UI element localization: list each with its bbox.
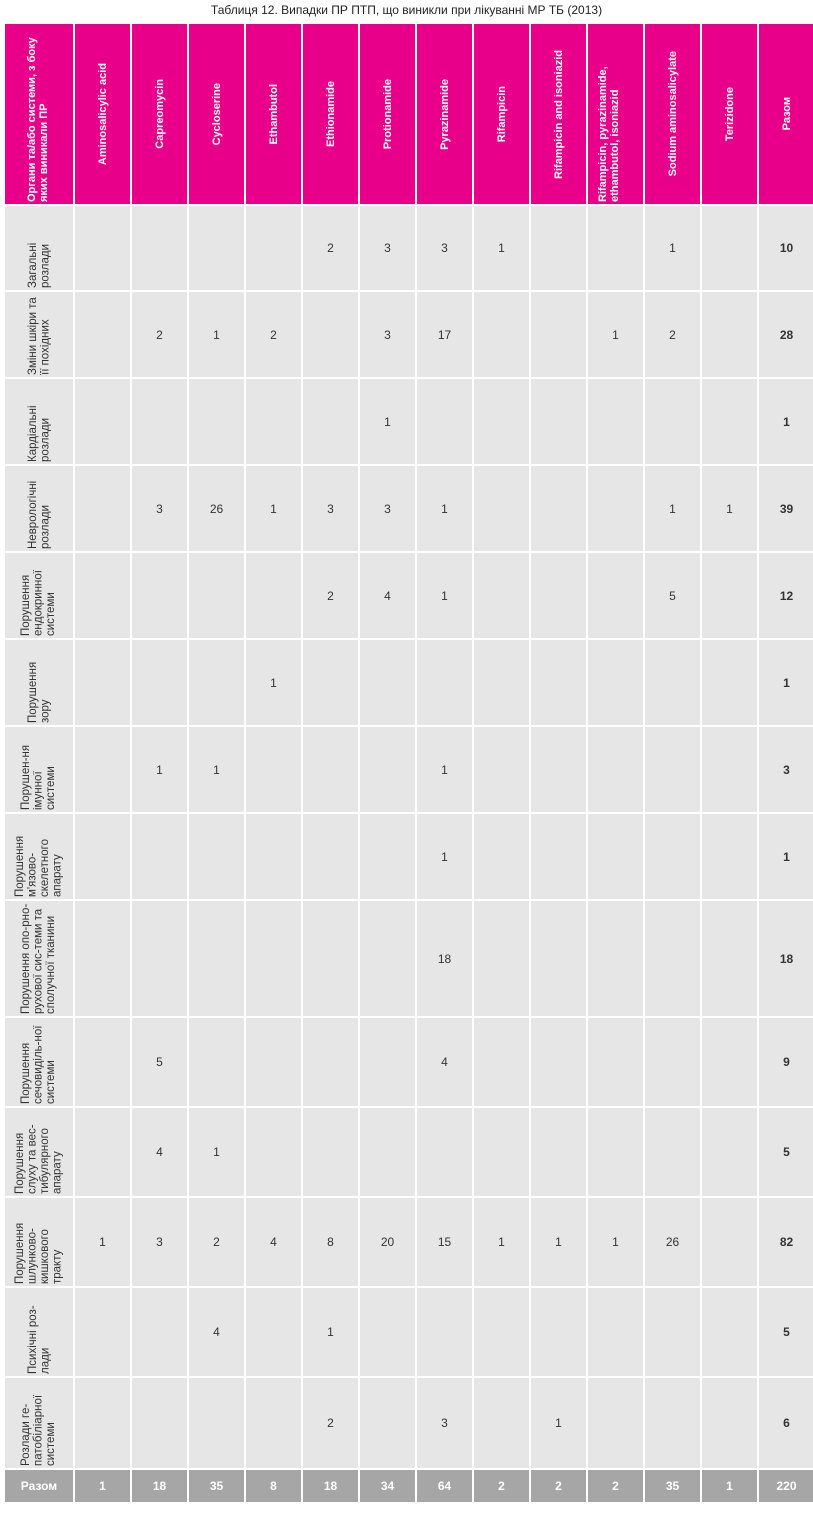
data-cell [246,553,301,638]
data-cell: 3 [303,466,358,551]
data-cell [702,1108,757,1196]
data-cell [702,206,757,290]
row-total-cell: 1 [759,640,813,725]
data-cell [303,640,358,725]
data-cell [588,901,643,1016]
column-total-cell: 2 [531,1470,586,1502]
data-cell [645,727,700,812]
row-total-cell: 39 [759,466,813,551]
row-header [5,901,73,1016]
data-cell [75,1108,130,1196]
data-cell [474,814,529,899]
data-cell: 4 [132,1108,187,1196]
header-row [5,24,813,204]
column-header-drug [474,24,529,204]
column-total-cell: 2 [474,1470,529,1502]
data-cell [75,640,130,725]
data-cell: 1 [189,1108,244,1196]
data-cell: 1 [645,206,700,290]
data-cell: 4 [246,1198,301,1286]
row-header [5,814,73,899]
row-header-label: Порушення опо-рно-рухової сис-теми та сполучної тканини [20,903,58,1014]
data-cell [645,1288,700,1376]
data-cell [303,292,358,377]
row-header [5,1018,73,1106]
column-header-label: Органи та/або системи, з боку яких виникали ПР [26,37,50,202]
data-cell [531,292,586,377]
table-row [5,466,813,551]
data-cell [702,1018,757,1106]
data-cell: 3 [132,466,187,551]
data-cell [702,379,757,464]
column-header-label: Ethambutol [267,83,280,145]
total-row [5,1470,813,1502]
data-cell [645,379,700,464]
data-cell: 1 [189,727,244,812]
column-header-label: Terizidone [723,86,736,142]
column-header-drug [75,24,130,204]
row-header [5,1198,73,1286]
row-header [5,1288,73,1376]
data-cell [474,727,529,812]
column-total-cell: 64 [417,1470,472,1502]
table-row [5,901,813,1016]
column-header-drug [645,24,700,204]
row-header [5,553,73,638]
table-title: Таблиця 12. Випадки ПР ПТП, що виникли при лікуванні МР ТБ (2013) [210,3,603,17]
data-cell [189,1018,244,1106]
row-header [5,292,73,377]
data-cell [531,379,586,464]
column-total-cell: 1 [75,1470,130,1502]
data-cell [189,206,244,290]
data-cell [132,553,187,638]
column-header-drug [531,24,586,204]
data-cell: 3 [360,466,415,551]
row-header [5,1108,73,1196]
data-cell: 18 [417,901,472,1016]
data-cell [531,814,586,899]
row-header-label: Порушення м'язово-скелетного апарату [14,835,64,897]
column-total-cell: 35 [645,1470,700,1502]
data-cell [246,206,301,290]
column-header-drug [132,24,187,204]
data-cell: 3 [132,1198,187,1286]
row-header-label: Порушення ендокринної системи [20,570,58,636]
table-row [5,640,813,725]
row-header [5,206,73,290]
data-cell [417,640,472,725]
column-total-cell: 18 [132,1470,187,1502]
data-cell [702,553,757,638]
data-cell [702,1288,757,1376]
data-cell [531,901,586,1016]
column-total-cell: 8 [246,1470,301,1502]
data-cell: 1 [132,727,187,812]
data-cell [645,640,700,725]
data-cell: 1 [474,206,529,290]
data-cell [531,727,586,812]
data-cell [360,1108,415,1196]
data-cell [474,901,529,1016]
data-cell [75,814,130,899]
data-cell [588,814,643,899]
data-cell [474,1108,529,1196]
data-cell: 1 [531,1198,586,1286]
data-cell [303,379,358,464]
data-cell [360,1378,415,1468]
data-cell: 5 [645,553,700,638]
row-header-label: Порушення шлунково-кишкового тракту [14,1222,64,1284]
column-header-drug [417,24,472,204]
data-cell [645,814,700,899]
data-cell [474,1288,529,1376]
data-cell [75,1018,130,1106]
data-cell [75,553,130,638]
data-cell [474,1378,529,1468]
data-cell [360,1018,415,1106]
data-cell [588,206,643,290]
data-cell [702,727,757,812]
data-cell: 3 [417,206,472,290]
column-header-drug [303,24,358,204]
data-cell [531,1018,586,1106]
data-cell: 1 [246,640,301,725]
data-cell: 3 [360,292,415,377]
data-cell [246,1108,301,1196]
table-row [5,553,813,638]
data-cell [702,640,757,725]
data-cell [531,553,586,638]
data-cell [75,466,130,551]
data-cell: 1 [417,466,472,551]
data-cell [360,640,415,725]
data-cell: 8 [303,1198,358,1286]
row-total-cell: 1 [759,814,813,899]
data-cell: 2 [303,1378,358,1468]
data-cell [75,1288,130,1376]
data-cell [474,1018,529,1106]
row-header [5,1378,73,1468]
column-header-drug [702,24,757,204]
data-cell: 26 [645,1198,700,1286]
data-cell: 2 [246,292,301,377]
data-cell: 1 [645,466,700,551]
data-cell [303,814,358,899]
data-cell [246,814,301,899]
column-header-drug [360,24,415,204]
row-header-label: Розлади ге-патобіліарної системи [20,1394,58,1466]
row-header-label: Зміни шкіри та її похідних [26,297,51,375]
column-header-label: Protionamide [381,78,394,150]
row-total-cell: 1 [759,379,813,464]
row-header-label: Порушення слуху та вес-тибулярного апарату [14,1124,64,1194]
data-cell [246,1288,301,1376]
row-header-label: Неврологічні розлади [26,480,51,549]
column-header-label: Pyrazinamide [438,78,451,150]
data-cell: 1 [75,1198,130,1286]
data-cell [588,1378,643,1468]
column-total-cell: 18 [303,1470,358,1502]
data-cell [303,901,358,1016]
column-header-label: Rifampicin and isoniazid [552,49,565,179]
data-cell: 2 [189,1198,244,1286]
data-cell [189,553,244,638]
table-row [5,1198,813,1286]
row-total-cell: 9 [759,1018,813,1106]
data-cell: 1 [189,292,244,377]
data-cell: 1 [588,292,643,377]
row-header-label: Кардіальні розлади [26,405,51,462]
data-cell [132,1288,187,1376]
data-cell [189,1378,244,1468]
total-row-label: Разом [5,1470,73,1502]
row-total-cell: 10 [759,206,813,290]
data-cell [189,640,244,725]
data-cell [531,206,586,290]
data-cell: 1 [531,1378,586,1468]
data-cell: 1 [588,1198,643,1286]
data-cell [645,901,700,1016]
row-header [5,727,73,812]
data-cell [132,901,187,1016]
table-row [5,1108,813,1196]
data-cell [75,1378,130,1468]
data-cell [246,901,301,1016]
data-cell: 4 [417,1018,472,1106]
table-row [5,292,813,377]
data-cell [303,1018,358,1106]
data-cell: 2 [645,292,700,377]
data-cell: 1 [360,379,415,464]
data-cell [588,1108,643,1196]
table-row [5,814,813,899]
data-cell [588,466,643,551]
data-cell [246,727,301,812]
grand-total-cell: 220 [759,1470,813,1502]
table-row [5,1378,813,1468]
data-cell [645,1378,700,1468]
data-cell [531,1288,586,1376]
column-header-drug [189,24,244,204]
column-header-label: Разом [780,97,793,131]
data-cell [303,727,358,812]
table-row [5,1018,813,1106]
row-total-cell: 3 [759,727,813,812]
data-cell: 20 [360,1198,415,1286]
data-cell [75,206,130,290]
column-header-label: Cycloserine [210,82,223,146]
row-header-label: Порушення зору [26,661,51,723]
column-total-cell: 34 [360,1470,415,1502]
column-header-label: Rifampicin, pyrazinamide, ethambutol, isoniazid [596,66,621,202]
data-cell [132,814,187,899]
data-cell [702,1378,757,1468]
data-cell [132,379,187,464]
data-cell: 1 [474,1198,529,1286]
data-cell: 26 [189,466,244,551]
data-cell [246,1378,301,1468]
data-cell [588,1288,643,1376]
data-cell [588,553,643,638]
data-cell: 3 [360,206,415,290]
data-cell [645,1108,700,1196]
table-row [5,1288,813,1376]
data-cell [132,640,187,725]
data-cell [189,814,244,899]
table-body [5,206,813,1468]
data-cell [417,379,472,464]
data-cell [75,292,130,377]
data-cell [474,640,529,725]
data-cell [246,1018,301,1106]
data-cell: 3 [417,1378,472,1468]
data-cell [588,727,643,812]
data-cell [132,1378,187,1468]
row-header [5,640,73,725]
data-cell [588,379,643,464]
table-row [5,727,813,812]
data-cell: 4 [189,1288,244,1376]
column-total-cell: 2 [588,1470,643,1502]
row-total-cell: 18 [759,901,813,1016]
data-cell: 1 [303,1288,358,1376]
row-header-label: Загальні розлади [26,242,51,288]
column-total-cell: 1 [702,1470,757,1502]
data-cell [531,640,586,725]
data-cell [360,727,415,812]
data-cell [531,466,586,551]
row-total-cell: 5 [759,1108,813,1196]
data-cell: 1 [246,466,301,551]
column-header-label: Aminosalicylic acid [96,62,109,166]
column-header-drug [246,24,301,204]
adverse-reactions-table [3,22,813,1504]
data-cell [702,901,757,1016]
row-header-label: Порушення сечовиділь-ної системи [20,1025,58,1104]
data-cell [702,814,757,899]
data-cell [588,640,643,725]
data-cell [75,901,130,1016]
table-row [5,379,813,464]
row-total-cell: 6 [759,1378,813,1468]
data-cell [303,1108,358,1196]
data-cell [360,814,415,899]
row-total-cell: 82 [759,1198,813,1286]
column-header-label: Capreomycin [153,79,166,149]
data-cell [474,553,529,638]
row-total-cell: 5 [759,1288,813,1376]
column-header-label: Sodium aminosalicylate [666,51,679,177]
data-cell [588,1018,643,1106]
data-cell [75,379,130,464]
column-header-organ-system [5,24,73,204]
data-cell [189,901,244,1016]
data-cell [474,379,529,464]
row-header [5,379,73,464]
column-header-label: Rifampicin [495,85,508,143]
data-cell: 17 [417,292,472,377]
data-cell: 1 [417,553,472,638]
data-cell [474,466,529,551]
row-total-cell: 12 [759,553,813,638]
data-cell: 2 [132,292,187,377]
data-cell: 1 [417,814,472,899]
data-cell [417,1108,472,1196]
data-cell [702,1198,757,1286]
data-cell [132,206,187,290]
row-header-label: Порушен-ня імунної системи [20,744,58,810]
column-header-label: Ethionamide [324,80,337,147]
data-cell [360,901,415,1016]
table-row [5,206,813,290]
data-cell [360,1288,415,1376]
data-cell [645,1018,700,1106]
column-header-total [759,24,813,204]
data-cell: 2 [303,553,358,638]
row-header [5,466,73,551]
data-cell: 15 [417,1198,472,1286]
data-cell: 2 [303,206,358,290]
column-total-cell: 35 [189,1470,244,1502]
row-total-cell: 28 [759,292,813,377]
data-cell: 5 [132,1018,187,1106]
data-cell: 1 [702,466,757,551]
data-cell [417,1288,472,1376]
data-cell: 1 [417,727,472,812]
data-cell: 4 [360,553,415,638]
data-cell [474,292,529,377]
column-header-drug [588,24,643,204]
data-cell [189,379,244,464]
row-header-label: Психічні роз-лади [26,1305,51,1374]
data-cell [75,727,130,812]
data-cell [246,379,301,464]
data-cell [702,292,757,377]
data-cell [531,1108,586,1196]
